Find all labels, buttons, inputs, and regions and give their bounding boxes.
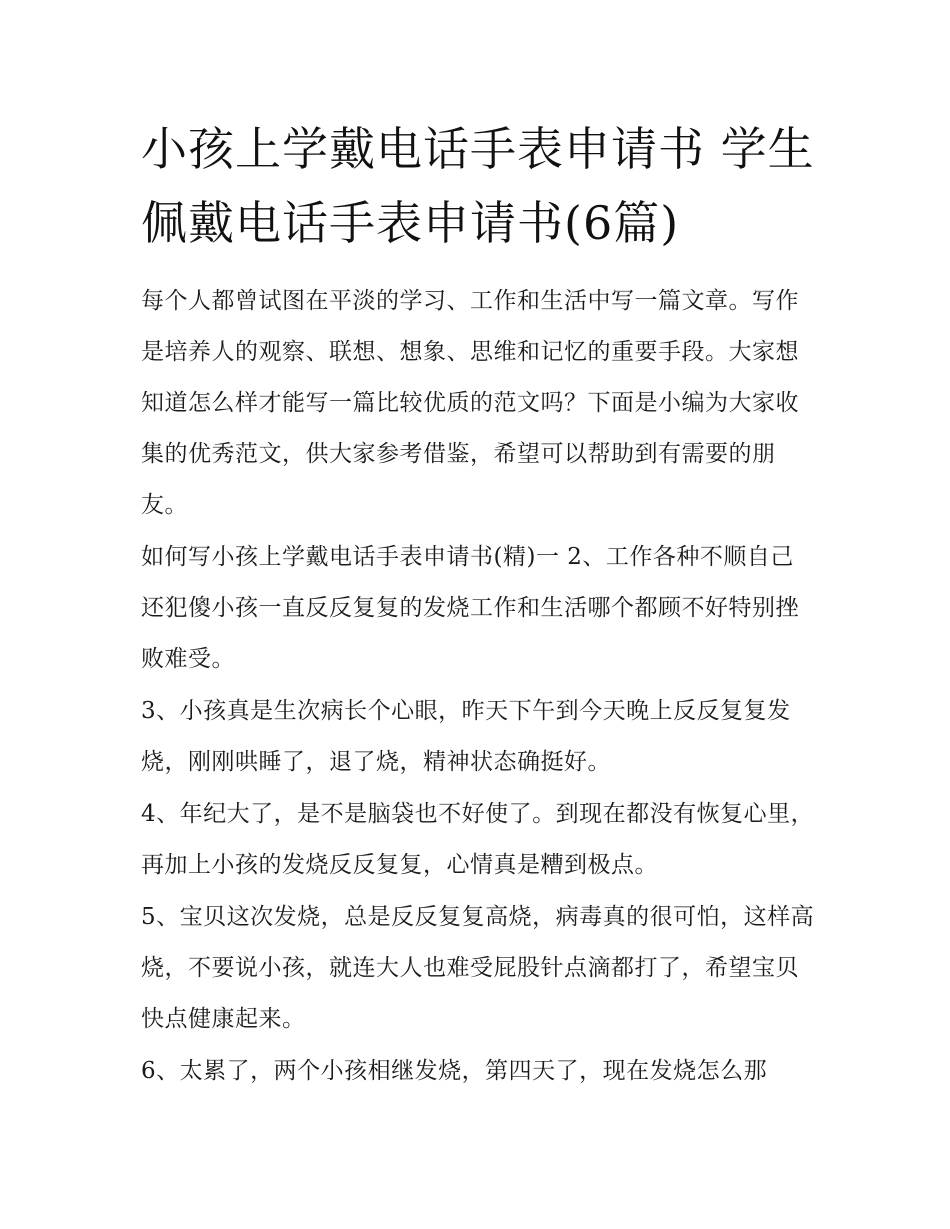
- paragraph-item-2: 如何写小孩上学戴电话手表申请书(精)一 2、工作各种不顺自己还犯傻小孩一直反反复复的发烧工作和生活哪个都顾不好特别挫败难受。: [141, 544, 799, 672]
- paragraph-item-5: 5、宝贝这次发烧，总是反反复复高烧，病毒真的很可怕，这样高烧，不要说小孩，就连大人也难受屁股针点滴都打了，希望宝贝快点健康起来。: [141, 904, 815, 1032]
- paragraph-item-3: 3、小孩真是生次病长个心眼，昨天下午到今天晚上反反复复发烧，刚刚哄睡了，退了烧，精神状态确挺好。: [141, 698, 791, 775]
- paragraph-item-4: 4、年纪大了，是不是脑袋也不好使了。到现在都没有恢复心里，再加上小孩的发烧反反复复，心情真是糟到极点。: [141, 801, 815, 878]
- document-body: [141, 112, 817, 1098]
- document-title: 小孩上学戴电话手表申请书 学生佩戴电话手表申请书(6篇): [141, 122, 815, 250]
- paragraph-item-6: 6、太累了，两个小孩相继发烧，第四天了，现在发烧怎么那: [141, 1058, 768, 1084]
- intro-paragraph: 每个人都曾试图在平淡的学习、工作和生活中写一篇文章。写作是培养人的观察、联想、想象、思维和记忆的重要手段。大家想知道怎么样才能写一篇比较优质的范文吗？下面是小编为大家收集的优秀范文，供大家参考借鉴，希望可以帮助到有需要的朋友。: [141, 288, 799, 518]
